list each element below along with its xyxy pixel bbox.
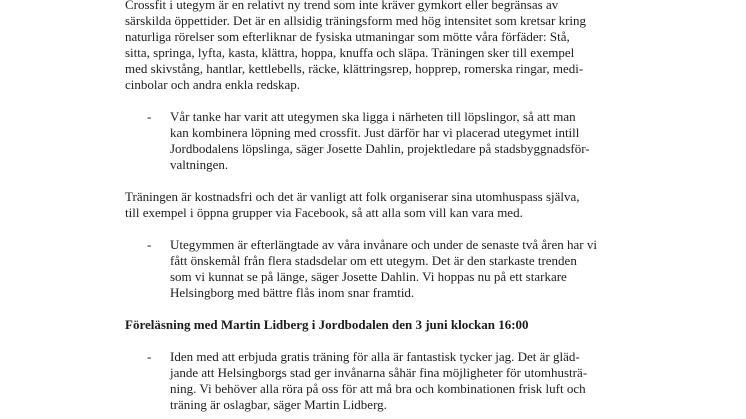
text-line: till exempel i öppna grupper via Facebook, så att alla som vill kan vara med.	[125, 205, 523, 220]
text-line: Utegymmen är efterlängtade av våra invånare och under de senaste två åren har vi	[170, 237, 597, 252]
text-line: fått önskemål från flera stadsdelar om ett utegym. Det är den starkaste trenden	[170, 253, 577, 268]
text-line: cinbolar och andra enkla redskap.	[125, 77, 301, 92]
text-line: med skivstång, hantlar, kettlebells, räcke, klättringsrep, hopprep, romerska ringar, medi-	[125, 61, 584, 76]
bullet-dash: -	[147, 349, 152, 364]
text-line: särskilda öppettider. Det är en allsidig träningsform med hög intensitet som kretsar kring	[125, 13, 587, 28]
text-line: Crossfit i utegym är en relativt ny trend som inte kräver gymkort eller begränsas av	[125, 0, 559, 12]
text-line: sitta, springa, lyfta, kasta, klättra, hoppa, knuffa och släpa. Träningen sker till exempel	[125, 45, 575, 60]
text-line: kan kombinera löpning med crossfit. Just därför har vi placerad utegymet intill	[170, 125, 580, 140]
text-line: Iden med att erbjuda gratis träning för alla är fantastisk tycker jag. Det är gläd-	[170, 349, 580, 364]
text-line: Träningen är kostnadsfri och det är vanligt att folk organiserar sina utomhuspass själva,	[125, 189, 580, 204]
text-line: Jordbodalens löpslinga, säger Josette Dahlin, projektledare på stadsbyggnadsför-	[170, 141, 590, 156]
text-line: som vi kunnat se på länge, säger Josette Dahlin. Vi hoppas nu på ett starkare	[170, 269, 567, 284]
bullet-dash: -	[147, 237, 152, 252]
text-line: Helsingborg med bättre flås inom snar framtid.	[170, 285, 415, 300]
section-heading: Föreläsning med Martin Lidberg i Jordbodalen den 3 juni klockan 16:00	[125, 317, 529, 332]
text-line: ning. Vi behöver alla röra på oss för att må bra och kombinationen frisk luft och	[170, 381, 586, 396]
text-line: träning är oslagbar, säger Martin Lidberg.	[170, 397, 387, 412]
text-line: Vår tanke har varit att utegymen ska ligga i närheten till löpslingor, så att man	[170, 109, 576, 124]
text-line: jande att Helsingborgs stad ger invånarna såhär fina möjligheter för utomhusträ-	[170, 365, 588, 380]
bullet-dash: -	[147, 109, 152, 124]
text-line: naturliga rörelser som efterliknar de fysiska utmaningar som mötte våra förfäder: Stå,	[125, 29, 570, 44]
text-line: valtningen.	[170, 157, 229, 172]
